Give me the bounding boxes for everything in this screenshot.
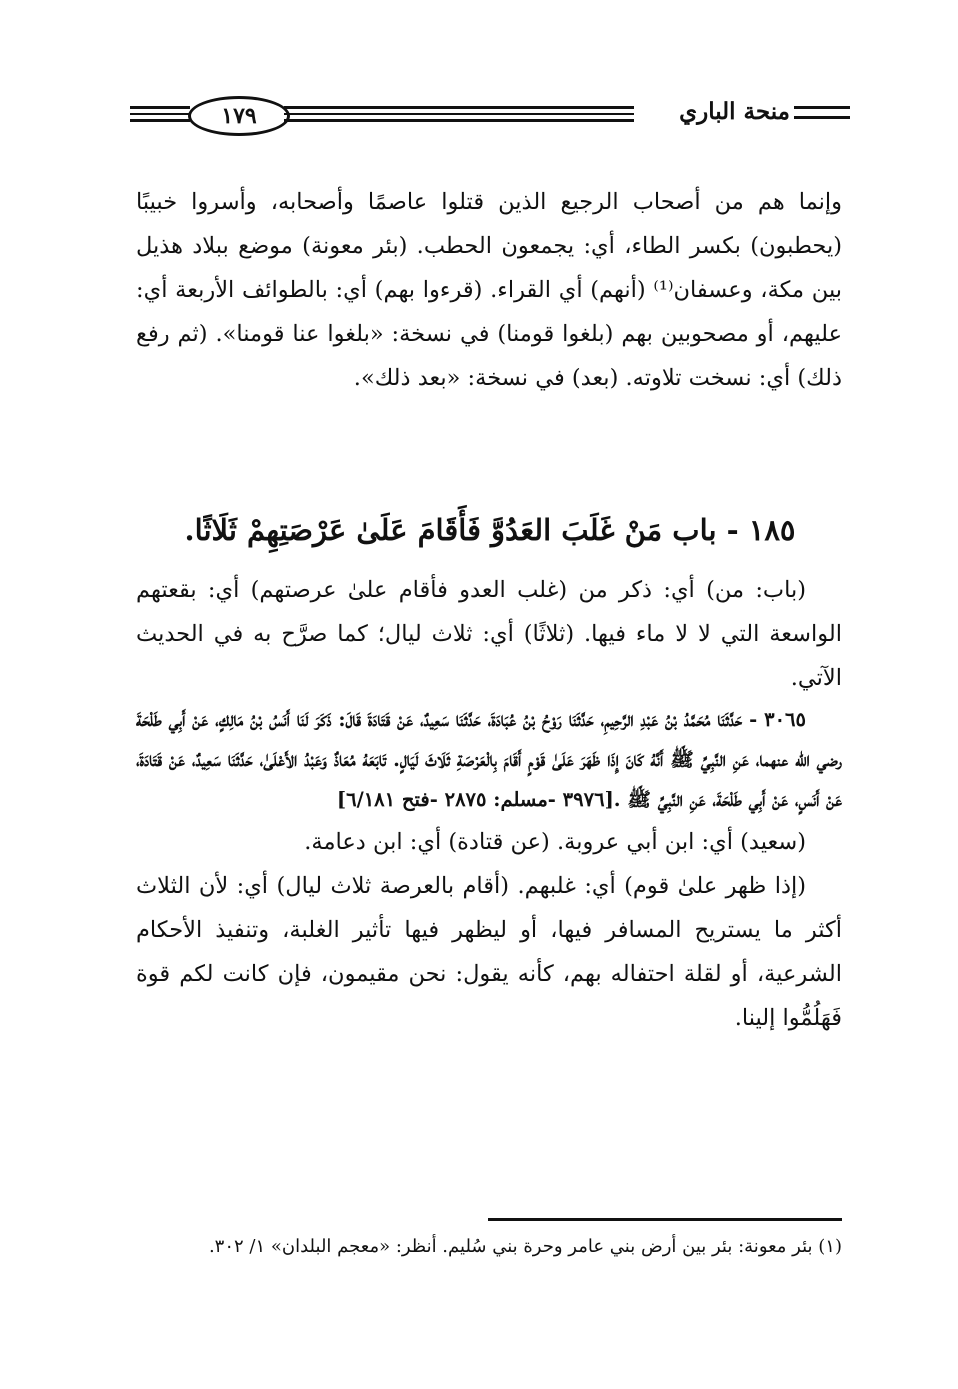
chapter-heading: ١٨٥ - باب مَنْ غَلَبَ العَدُوَّ فَأَقَامَ عَلَىٰ عَرْصَتِهِمْ ثَلَاثًا. <box>184 513 796 547</box>
chapter-explanation: (باب: من) أي: ذكر من (غلب العدو فأقام علىٰ عرصتهم) أي: بقعتهم الواسعة التي لا لا ماء فيها. (ثلاثًا) أي: ثلاث ليال؛ كما صرَّح به في الحديث الآتي. <box>136 577 842 691</box>
footnote: (١) بئر معونة: بئر بين أرض بني عامر وحرة بني سُليم. أنظر: «معجم البلدان» ١/ ٣٠٢. <box>208 1236 842 1257</box>
hadith-text: ٣٠٦٥ - حَدَّثَنَا مُحَمَّدُ بْنُ عَبْدِ الرَّحِيمِ، حَدَّثَنَا رَوْحُ بْنُ عُبَادَةَ، حَدَّثَنَا سَعِيدٌ، عَنْ قَتَادَةَ قَالَ: ذَكَرَ لَنَا أَنَسُ بْنُ مَالِكٍ، عَنْ أَبِي طَلْحَةَ رضي الله عنهما، عَنِ النَّبِيِّ ﷺ أَنَّهُ كَانَ إِذَا ظَهَرَ عَلَىٰ قَوْمٍ أَقَامَ بِالْعَرْصَةِ ثَلَاثَ لَيَالٍ. تَابَعَهُ مُعَاذٌ وَعَبْدُ الأَعْلَىٰ، حَدَّثَنَا سَعِيدٌ، عَنْ قَتَادَةَ، عَنْ أَنَسٍ، عَنْ أَبِي طَلْحَةَ، عَنِ النَّبِيِّ ﷺ .[٣٩٧٦ -مسلم: ٢٨٧٥ -فتح ٦/١٨١] <box>136 708 842 811</box>
header-rule-center <box>284 113 634 115</box>
header-rule-right <box>794 106 850 109</box>
header-rule-center <box>284 119 634 122</box>
commentary-paragraph: (إذا ظهر علىٰ قوم) أي: غلبهم. (أقام بالعرصة ثلاث ليال) أي: لأن الثلاث أكثر ما يستريح المسافر فيها، أو ليظهر فيها تأثير الغلبة، وتنفيذ الأحكام الشرعية، أو لقلة احتفاله بهم، كأنه يقول: نحن مقيمون، فإن كانت لكم قوة فَهَلُمُّوا إلينا. <box>136 873 842 1031</box>
page-header <box>130 92 850 136</box>
header-rule-left <box>130 113 190 115</box>
header-rule-right <box>794 116 850 119</box>
footnote-rule <box>488 1218 842 1221</box>
page-number <box>188 96 290 136</box>
running-title: منحة الباري <box>679 98 790 125</box>
page-number-text: ١٧٩ <box>221 103 257 129</box>
header-rule-left <box>130 106 190 109</box>
intro-section <box>136 180 842 400</box>
header-rule-left <box>130 119 190 122</box>
chapter-body <box>136 568 842 1040</box>
intro-paragraph: وإنما هم من أصحاب الرجيع الذين قتلوا عاصمًا وأصحابه، وأسروا خبيبًا (يحطبون) بكسر الطاء، أي: يجمعون الحطب. (بئر معونة) موضع ببلاد هذيل بين مكة، وعسفان⁽¹⁾ (أنهم) أي القراء. (قرءوا بهم) أي: بالطوائف الأربعة أي: عليهم، أو مصحوبين بهم (بلغوا قومنا) في نسخة: «بلغوا عنا قومنا». (ثم رفع ذلك) أي: نسخت تلاوته. (بعد) في نسخة: «بعد ذلك». <box>136 189 842 391</box>
header-rule-center <box>284 106 634 109</box>
commentary-paragraph: (سعيد) أي: ابن أبي عروبة. (عن قتادة) أي: ابن دعامة. <box>304 829 806 855</box>
